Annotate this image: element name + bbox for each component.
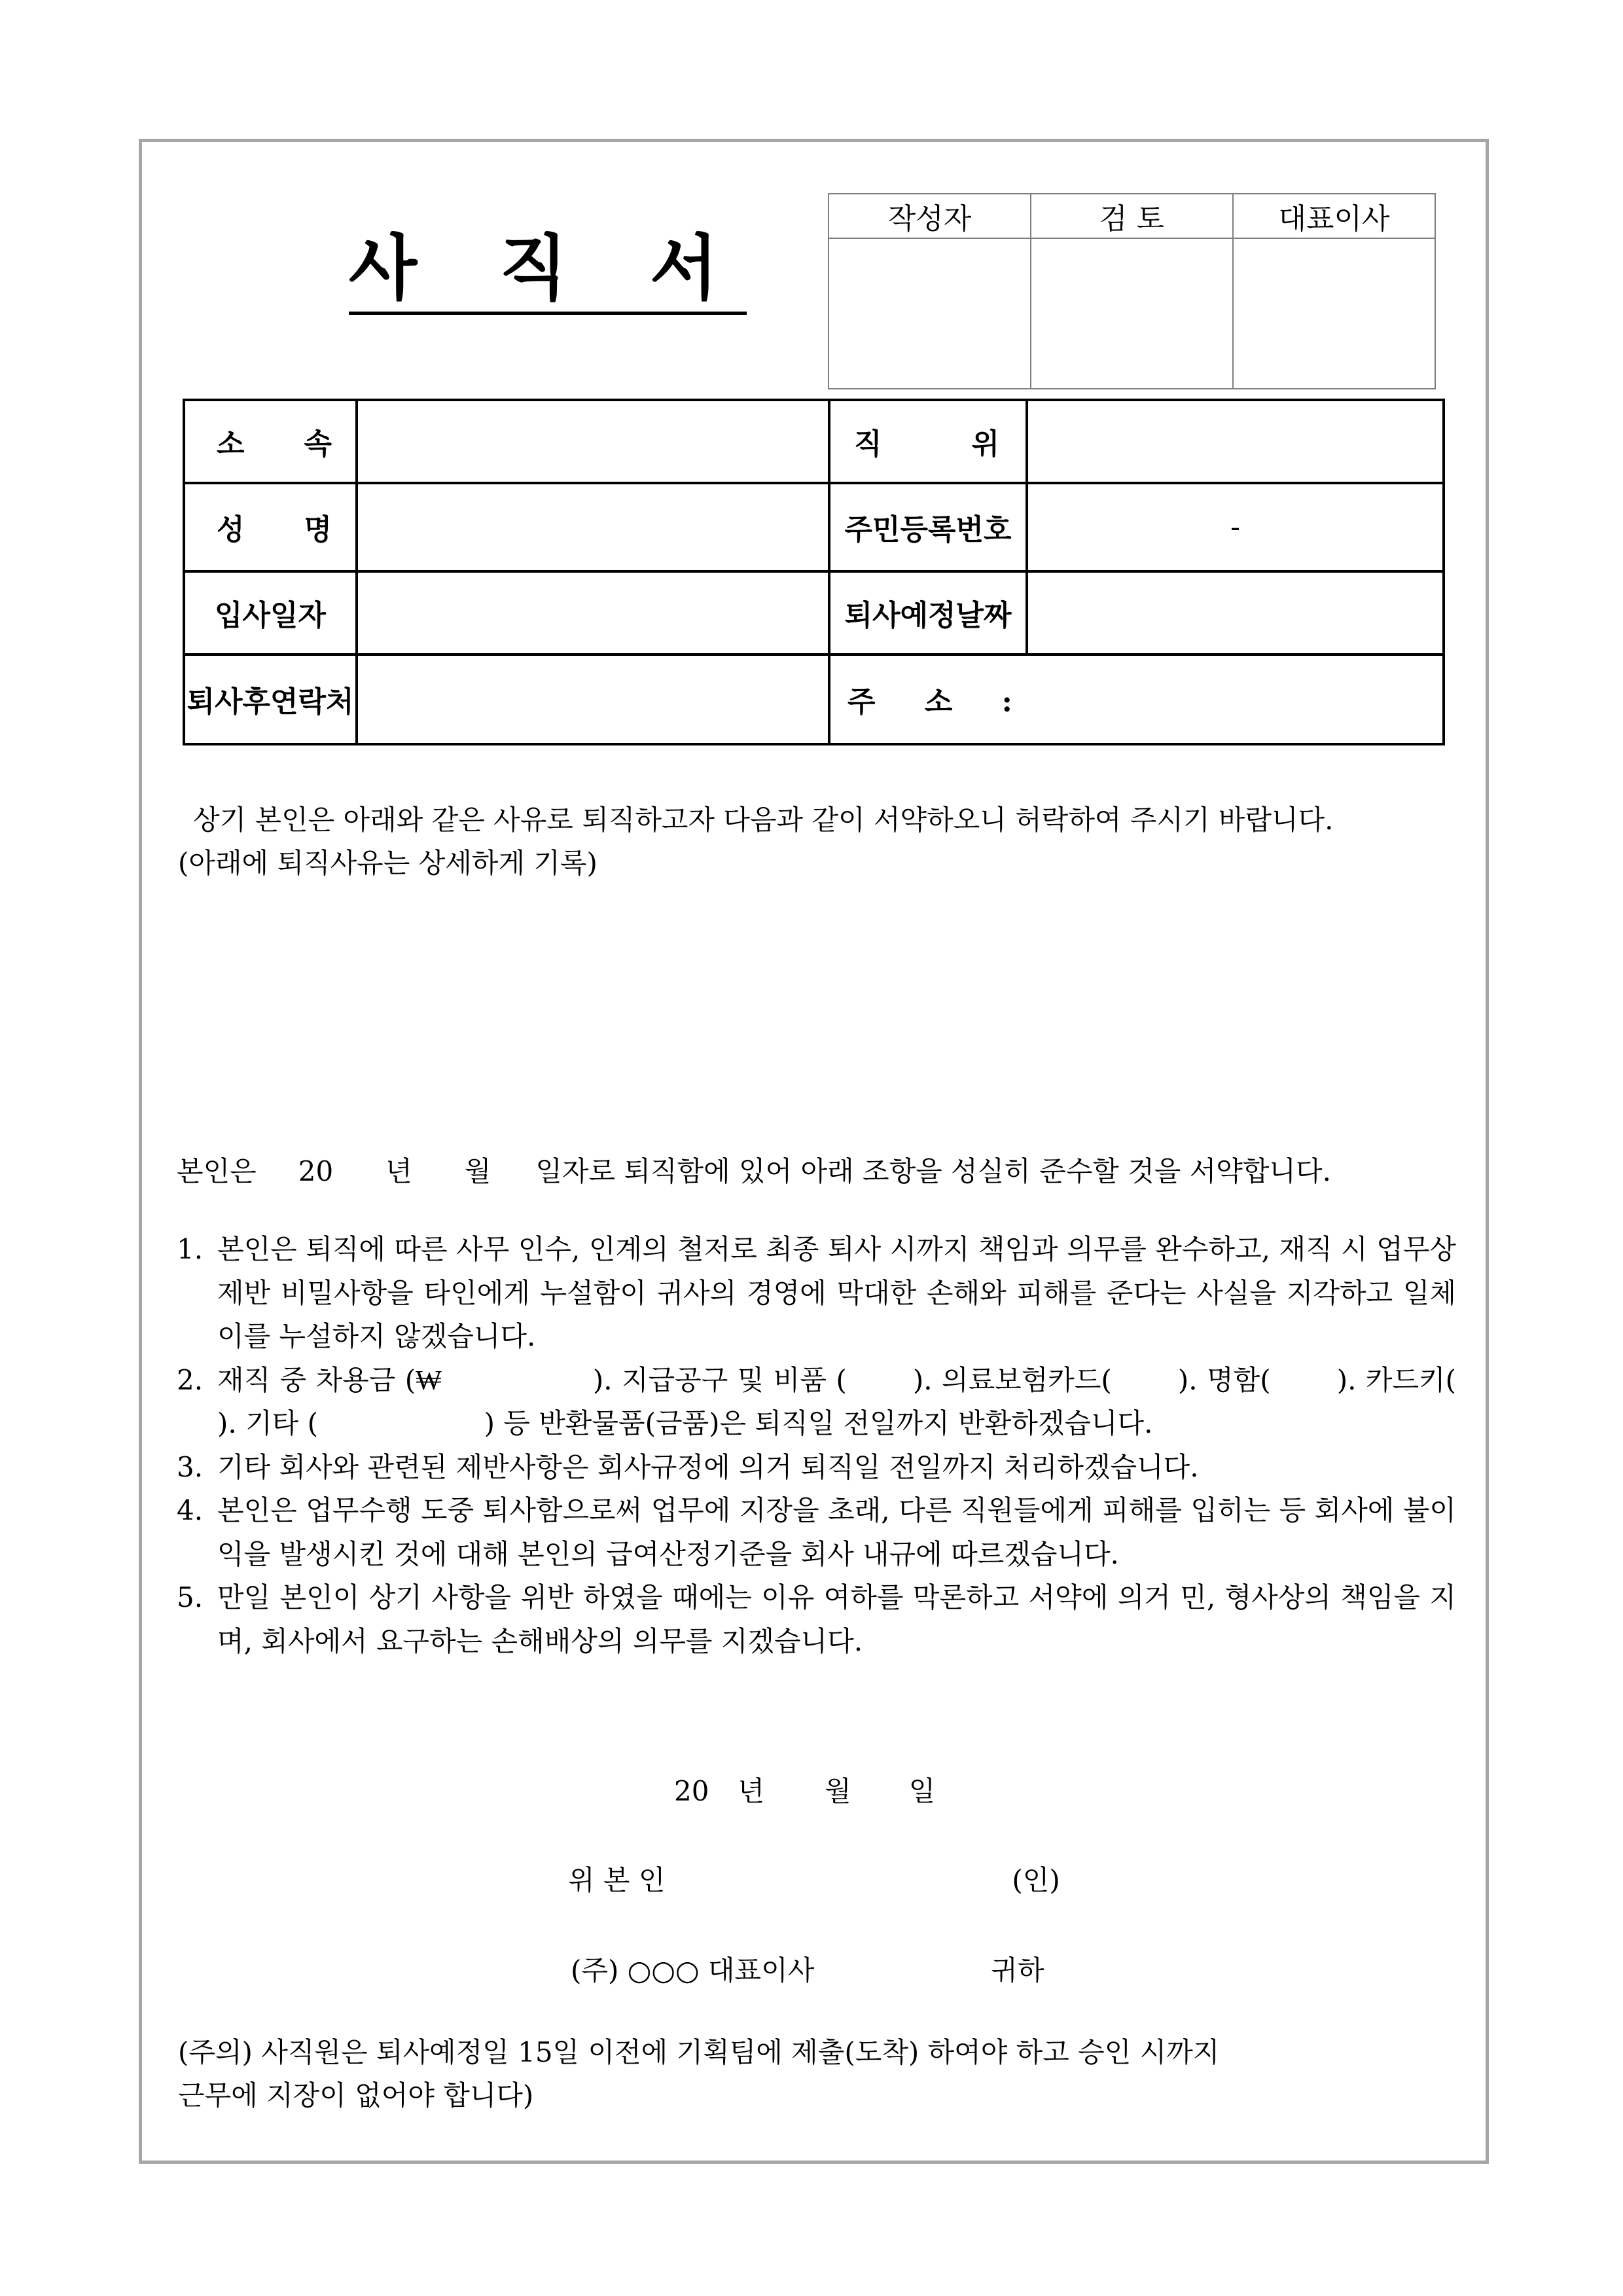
approval-header-ceo: 대표이사 (1233, 194, 1435, 238)
term-text: 본인은 퇴직에 따른 사무 인수, 인계의 철저로 최종 퇴사 시까지 책임과 의무를 완수하고, 재직 시 업무상 제반 비밀사항을 타인에게 누설함이 귀사의 경영에 막대한 손해와 피해를 준다는 사실을 지각하고 일체 이를 누설하지 않겠습니다. (217, 1233, 1456, 1352)
approval-sign-review[interactable] (1031, 238, 1233, 389)
term-item (177, 1359, 1518, 1446)
pledge-year-prefix: 20 (298, 1155, 334, 1187)
pledge-terms-list (177, 1228, 1518, 1663)
date-year: 년 (738, 1775, 765, 1807)
term-text: 재직 중 차용금 (₩ ). 지급공구 및 비품 ( ). 의료보험카드( ). 명함( ). 카드키( ). 기타 ( ) 등 반환물품(금품)은 퇴직일 전일까지 반환하겠습니다. (217, 1363, 1518, 1439)
rrn-field[interactable]: - (1027, 483, 1444, 571)
leave-date-label: 퇴사예정날짜 (829, 571, 1027, 655)
term-item (177, 1489, 1456, 1576)
join-date-label: 입사일자 (184, 571, 357, 655)
dept-field[interactable] (357, 400, 829, 483)
date-line (674, 1770, 935, 1809)
leave-date-field[interactable] (1027, 571, 1444, 655)
pledge-prefix: 본인은 (177, 1155, 257, 1187)
recipient-honorific: 귀하 (991, 1954, 1044, 1986)
address-label: 주 소 : (847, 685, 1012, 719)
term-text: 만일 본인이 상기 사항을 위반 하였을 때에는 이유 여하를 막론하고 서약에 의거 민, 형사상의 책임을 지며, 회사에서 요구하는 손해배상의 의무를 지겠습니다. (217, 1581, 1456, 1657)
signer-label: 위 본 인 (568, 1864, 666, 1896)
notice-line-1: (주의) 사직원은 퇴사예정일 15일 이전에 기획팀에 제출(도착) 하여야 하고 승인 시까지 (178, 2036, 1220, 2068)
position-label-text: 직 위 (854, 427, 999, 461)
approval-header-review: 검 토 (1031, 194, 1233, 238)
employee-info-table (183, 399, 1445, 745)
pledge-month: 월 (464, 1155, 491, 1187)
term-number: 5. (177, 1581, 204, 1613)
term-number: 4. (177, 1494, 204, 1526)
signer-line (568, 1859, 1060, 1898)
date-year-prefix: 20 (674, 1775, 709, 1807)
term-number: 2. (177, 1363, 204, 1396)
document-title: 사 직 서 (349, 228, 747, 315)
date-month: 월 (825, 1775, 851, 1807)
term-number: 1. (177, 1233, 204, 1265)
term-text: 기타 회사와 관련된 제반사항은 회사규정에 의거 퇴직일 전일까지 처리하겠습니다. (217, 1450, 1199, 1483)
recipient-company: (주) ○○○ 대표이사 (571, 1954, 815, 1986)
recipient-line (571, 1949, 1044, 1988)
pledge-year: 년 (385, 1155, 412, 1187)
name-field[interactable] (357, 483, 829, 571)
contact-label: 퇴사후연락처 (184, 655, 357, 744)
approval-sign-ceo[interactable] (1233, 238, 1435, 389)
dept-label (184, 400, 357, 483)
term-item (177, 1228, 1456, 1359)
approval-table (828, 193, 1436, 389)
term-number: 3. (177, 1450, 204, 1483)
term-text: 본인은 업무수행 도중 퇴사함으로써 업무에 지장을 초래, 다른 직원들에게 피해를 입히는 등 회사에 불이익을 발생시킨 것에 대해 본인의 급여산정기준을 회사 내규에 따르겠습니다. (217, 1494, 1456, 1570)
address-field[interactable] (829, 655, 1444, 744)
intro-line-1: 상기 본인은 아래와 같은 사유로 퇴직하고자 다음과 같이 서약하오니 허락하여 주시기 바랍니다. (193, 804, 1334, 836)
date-day: 일 (908, 1775, 936, 1807)
pledge-suffix: 일자로 퇴직함에 있어 아래 조항을 성실히 준수할 것을 서약합니다. (535, 1155, 1331, 1187)
term-item (177, 1446, 1456, 1490)
name-label (184, 483, 357, 571)
dept-label-text: 소 속 (217, 427, 332, 461)
approval-header-writer: 작성자 (829, 194, 1031, 238)
notice-line-2: 근무에 지장이 없어야 합니다) (178, 2079, 534, 2111)
name-label-text: 성 명 (217, 513, 332, 547)
approval-sign-writer[interactable] (829, 238, 1031, 389)
position-field[interactable] (1027, 400, 1444, 483)
contact-field[interactable] (357, 655, 829, 744)
pledge-line (177, 1150, 1331, 1193)
intro-line-2: (아래에 퇴직사유는 상세하게 기록) (178, 847, 597, 879)
rrn-label: 주민등록번호 (829, 483, 1027, 571)
join-date-field[interactable] (357, 571, 829, 655)
position-label (829, 400, 1027, 483)
signer-seal[interactable]: (인) (1012, 1864, 1060, 1896)
term-item (177, 1576, 1456, 1663)
